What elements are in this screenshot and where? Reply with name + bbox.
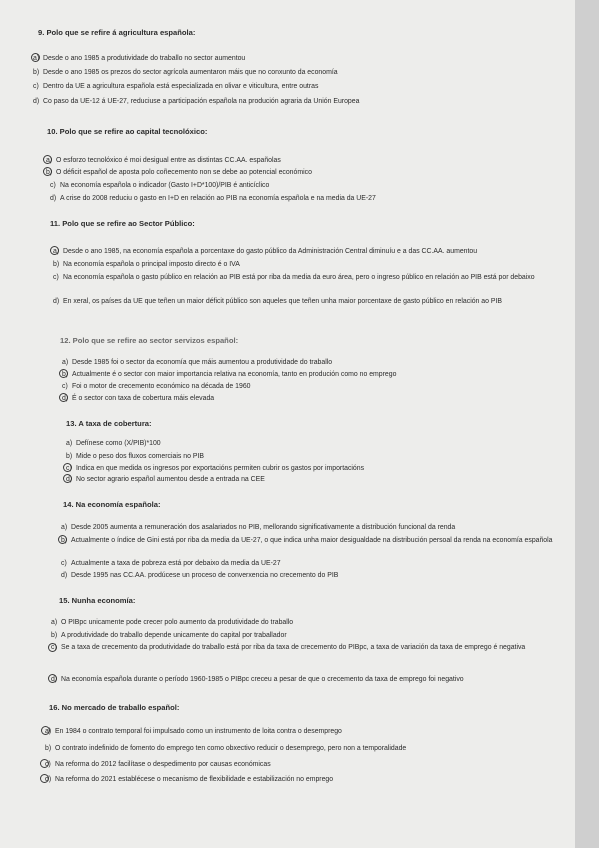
question-title: 9. Polo que se refire á agricultura española: bbox=[38, 28, 196, 37]
option-a: a) En 1984 o contrato temporal foi impulsado como un instrumento de loita contra o desemprego bbox=[45, 728, 342, 735]
option-a: a) Desde o ano 1985 a produtividade do traballo no sector aumentou bbox=[33, 55, 246, 62]
option-a: a) O PIBpc unicamente pode crecer polo aumento da produtividade do traballo bbox=[51, 619, 294, 626]
option-c: c) Na economía española o indicador (Gasto I+D*100)/PIB é anticíclico bbox=[50, 182, 270, 189]
option-b: b) A produtividade do traballo depende unicamente do capital por traballador bbox=[51, 632, 287, 639]
option-c: c) Indica en que medida os ingresos por exportacións permiten cubrir os gastos por importacións bbox=[66, 465, 365, 472]
option-b: b) O contrato indefinido de fomento do emprego ten como obxectivo reducir o desemprego, pero non a temporalidade bbox=[45, 745, 407, 752]
question-title: 14. Na economía española: bbox=[63, 500, 161, 509]
option-d: d) Na economía española durante o período 1960-1985 o PIBpc creceu a pesar de que o crecemento da taxa de emprego foi negativo bbox=[51, 676, 464, 683]
option-c: c) Actualmente a taxa de pobreza está por debaixo da media da UE-27 bbox=[61, 560, 281, 567]
question-title: 13. A taxa de cobertura: bbox=[66, 419, 152, 428]
option-a: a) Desde 1985 foi o sector da economía que máis aumentou a produtividade do traballo bbox=[62, 359, 333, 366]
option-b: b) Mide o peso dos fluxos comerciais no PIB bbox=[66, 453, 204, 460]
option-b: b) Actualmente o índice de Gini está por riba da media da UE-27, o que indica unha maior desigualdade na distribución persoal da renda na economía española bbox=[61, 537, 553, 544]
option-d: d) No sector agrario español aumentou desde a entrada na CEE bbox=[66, 476, 265, 483]
option-d: d) Na reforma do 2021 establécese o mecanismo de flexibilidade e estabilización no emprego bbox=[45, 776, 334, 783]
option-a: a) O esforzo tecnolóxico é moi desigual entre as distintas CC.AA. españolas bbox=[46, 157, 281, 164]
option-c: c) Dentro da UE a agricultura española está especializada en olivar e viticultura, entre outras bbox=[33, 83, 319, 90]
option-d: d) En xeral, os países da UE que teñen un maior déficit público son aqueles que teñen unha maior porcentaxe de gasto público en relación ao PIB bbox=[53, 298, 502, 305]
question-title: 15. Nunha economía: bbox=[59, 596, 136, 605]
question-title: 11. Polo que se refire ao Sector Público: bbox=[50, 219, 195, 228]
option-a: a) Desde 2005 aumenta a remuneración dos asalariados no PIB, mellorando significativamente a distribución funcional da renda bbox=[61, 524, 456, 531]
question-title: 10. Polo que se refire ao capital tecnolóxico: bbox=[47, 127, 208, 136]
option-c: c) Na reforma do 2012 facilítase o despedimento por causas económicas bbox=[45, 761, 271, 768]
option-d: d) É o sector con taxa de cobertura máis elevada bbox=[62, 395, 215, 402]
option-b: b) Actualmente é o sector con maior importancia relativa na economía, tanto en produción como no emprego bbox=[62, 371, 397, 378]
option-a: a) Defínese como (X/PIB)*100 bbox=[66, 440, 161, 447]
option-c: c) Se a taxa de crecemento da produtividade do traballo está por riba da taxa de crecemento do PIBpc, a taxa de variación da taxa de emprego é negativa bbox=[51, 644, 526, 651]
option-b: b) Desde o ano 1985 os prezos do sector agrícola aumentaron máis que no conxunto da economía bbox=[33, 69, 338, 76]
option-b: b) O déficit español de aposta polo coñecemento non se debe ao potencial económico bbox=[46, 169, 312, 176]
question-title: 12. Polo que se refire ao sector servizos español: bbox=[60, 336, 239, 345]
option-b: b) Na economía española o principal imposto directo é o IVA bbox=[53, 261, 240, 268]
option-d: d) A crise do 2008 reduciu o gasto en I+D en relación ao PIB na economía española e na media da UE-27 bbox=[50, 195, 376, 202]
option-a: a) Desde o ano 1985, na economía española a porcentaxe do gasto público da Administración Central diminuíu e a das CC.AA. aumentou bbox=[53, 248, 478, 255]
option-d: d) Desde 1995 nas CC.AA. prodúcese un proceso de converxencia no crecemento do PIB bbox=[61, 572, 339, 579]
option-c: c) Na economía española o gasto público en relación ao PIB está por riba da media da euro área, pero o ingreso público en relación ao PIB está por debaixo bbox=[53, 274, 535, 281]
option-c: c) Foi o motor de crecemento económico na década de 1960 bbox=[62, 383, 251, 390]
question-title: 16. No mercado de traballo español: bbox=[49, 703, 180, 712]
option-d: d) Co paso da UE-12 á UE-27, reduciuse a participación española na produción agraria da Unión Europea bbox=[33, 98, 360, 105]
